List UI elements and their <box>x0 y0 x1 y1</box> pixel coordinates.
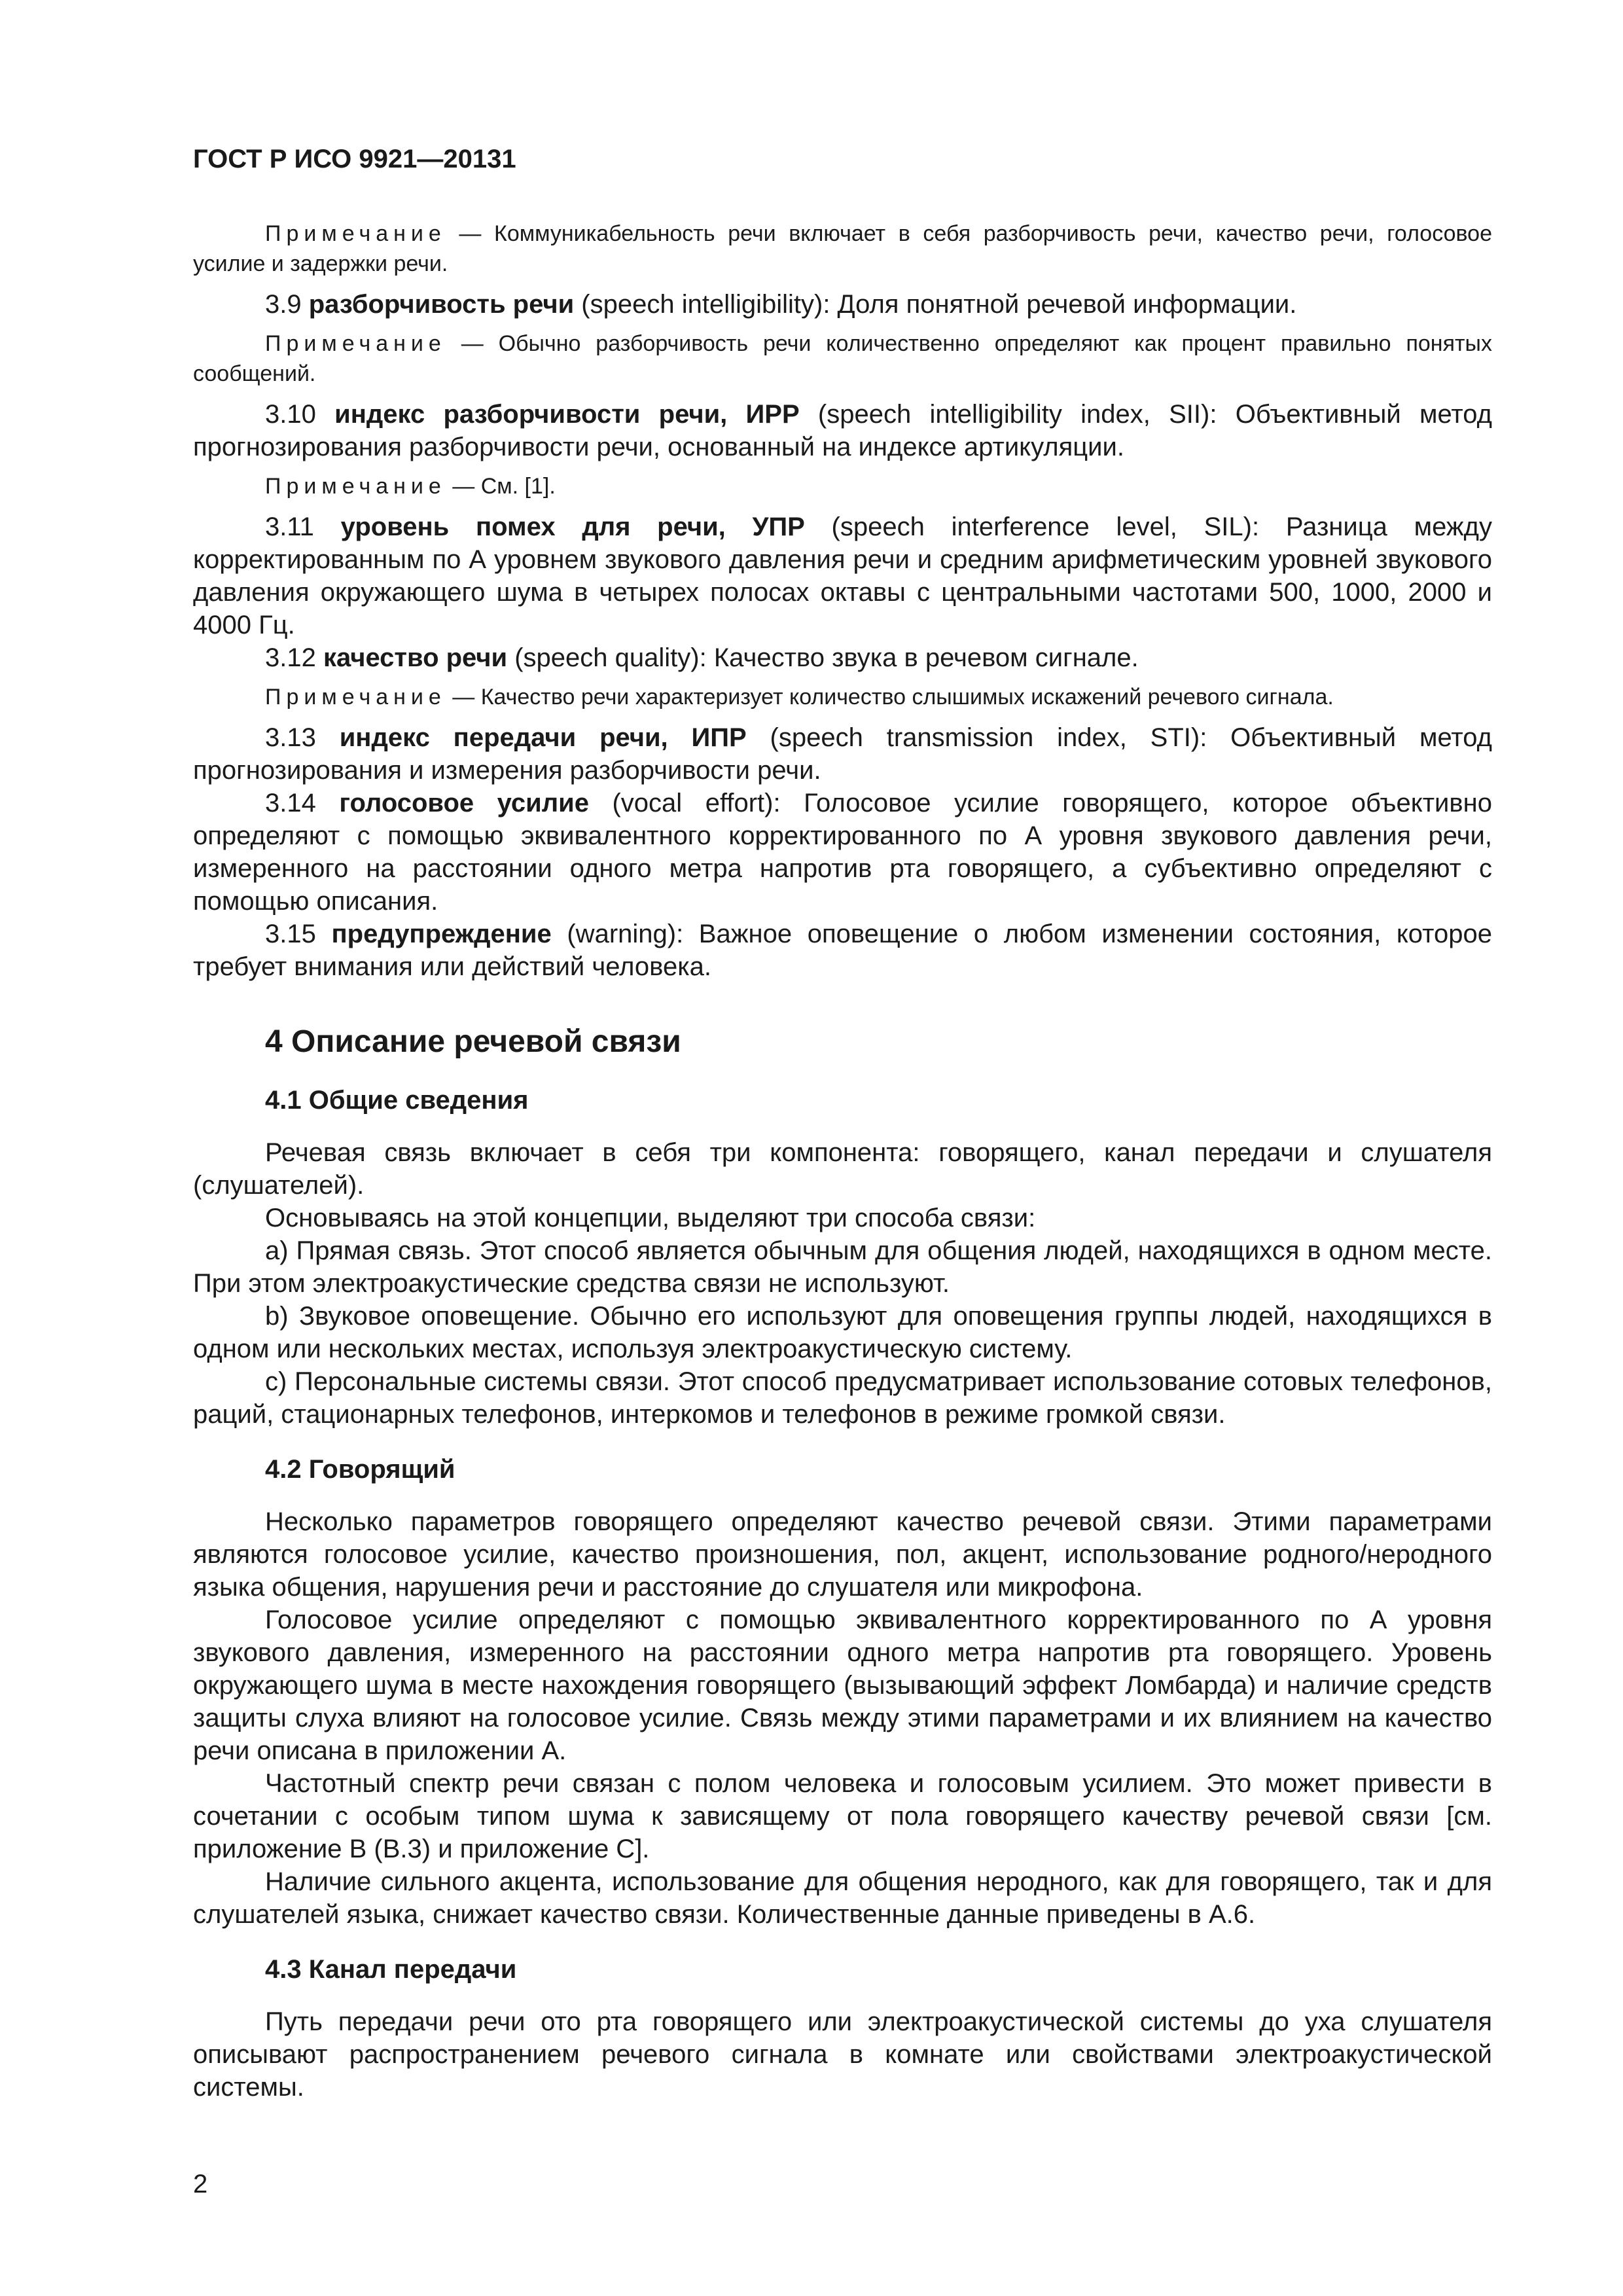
definition-3-9 <box>193 288 1492 321</box>
definition-number: 3.14 <box>265 789 340 817</box>
definition-term: голосовое усилие <box>339 789 589 817</box>
definition-term: качество речи <box>323 643 508 672</box>
definition-number: 3.15 <box>265 920 332 948</box>
note-speech-communicability <box>193 219 1492 279</box>
definition-term: разборчивость речи <box>308 290 575 319</box>
definition-text: (speech intelligibility index, SII): Объективный метод прогнозирования разборчивости речи, основанный на индексе артикуляции. <box>193 400 1492 461</box>
note-text: — См. [1]. <box>446 474 556 499</box>
document-code: ГОСТ Р ИСО 9921—20131 <box>193 145 516 173</box>
page-number: 2 <box>193 2170 208 2198</box>
paragraph: Речевая связь включает в себя три компонента: говорящего, канал передачи и слушателя (слушателей). <box>193 1138 1492 1200</box>
definition-term: индекс передачи речи, ИПР <box>339 723 747 752</box>
note-label: Примечание <box>265 685 446 709</box>
definition-3-14 <box>193 787 1492 918</box>
note-speech-quality <box>193 682 1492 712</box>
paragraph: Голосовое усилие определяют с помощью эквивалентного корректированного по А уровня звукового давления, измеренного на расстоянии одного метра напротив рта говорящего. Уровень окружающего шума в месте нахождения говорящего (вызывающий эффект Ломбарда) и наличие средств защиты слуха влияют на голосовое усилие. Связь между этими параметрами и их влиянием на качество речи описана в приложении А. <box>193 1605 1492 1765</box>
list-item-a: a) Прямая связь. Этот способ является обычным для общения людей, находящихся в одном месте. При этом электроакустические средства связи не используют. <box>193 1236 1492 1298</box>
definition-number: 3.10 <box>265 400 335 429</box>
definition-3-15 <box>193 918 1492 983</box>
list-item-c: c) Персональные системы связи. Этот способ предусматривает использование сотовых телефонов, раций, стационарных телефонов, интеркомов и телефонов в режиме громкой связи. <box>193 1367 1492 1429</box>
page-content <box>193 143 1492 2104</box>
definition-number: 3.12 <box>265 643 323 672</box>
subsection-4-1-heading: 4.1 Общие сведения <box>265 1086 529 1115</box>
definition-3-11 <box>193 511 1492 641</box>
definition-text: (speech quality): Качество звука в речевом сигнале. <box>507 643 1139 672</box>
definition-3-10 <box>193 398 1492 463</box>
note-label: Примечание <box>265 331 446 356</box>
paragraph: Несколько параметров говорящего определяют качество речевой связи. Этими параметрами являются голосовое усилие, качество произношения, пол, акцент, использование родного/неродного языка общения, нарушения речи и расстояние до слушателя или микрофона. <box>193 1507 1492 1602</box>
definition-number: 3.9 <box>265 290 309 319</box>
paragraph: Наличие сильного акцента, использование для общения неродного, как для говорящего, так и для слушателей языка, снижает качество связи. Количественные данные приведены в А.6. <box>193 1867 1492 1929</box>
definition-text: (vocal effort): Голосовое усилие говорящего, которое объективно определяют с помощью эквивалентного корректированного по А уровня звукового давления речи, измеренного на расстоянии одного метра напротив рта говорящего, а субъективно определяют с помощью описания. <box>193 789 1492 916</box>
note-text: — Качество речи характеризует количество слышимых искажений речевого сигнала. <box>446 685 1334 709</box>
definition-3-13 <box>193 721 1492 787</box>
definition-3-12 <box>193 641 1492 674</box>
subsection-4-2-heading: 4.2 Говорящий <box>265 1455 455 1484</box>
note-see-reference <box>193 471 1492 501</box>
note-label: Примечание <box>265 474 446 499</box>
subsection-4-3-heading: 4.3 Канал передачи <box>265 1955 517 1984</box>
definition-term: уровень помех для речи, УПР <box>340 512 805 541</box>
definition-text: (warning): Важное оповещение о любом изменении состояния, которое требует внимания или действий человека. <box>193 920 1492 981</box>
paragraph: Основываясь на этой концепции, выделяют три способа связи: <box>265 1204 1036 1232</box>
list-item-b: b) Звуковое оповещение. Обычно его используют для оповещения группы людей, находящихся в одном или нескольких местах, используя электроакустическую систему. <box>193 1302 1492 1363</box>
note-text: — Обычно разборчивость речи количественно определяют как процент правильно понятых сообщений. <box>193 331 1492 386</box>
definition-number: 3.11 <box>265 512 341 541</box>
note-text: — Коммуникабельность речи включает в себя разборчивость речи, качество речи, голосовое усилие и задержки речи. <box>193 221 1492 276</box>
note-label: Примечание <box>265 221 446 246</box>
paragraph: Частотный спектр речи связан с полом человека и голосовым усилием. Это может привести в сочетании с особым типом шума к зависящему от пола говорящего качеству речевой связи [см. приложение В (В.3) и приложение С]. <box>193 1769 1492 1863</box>
definition-term: индекс разборчивости речи, ИРР <box>334 400 800 429</box>
definition-number: 3.13 <box>265 723 340 752</box>
definition-text: (speech intelligibility): Доля понятной речевой информации. <box>574 290 1297 319</box>
definition-text: (speech interference level, SIL): Разница между корректированным по А уровнем звукового давления речи и средним арифметическим уровней звукового давления окружающего шума в четырех полосах октавы с центральными частотами 500, 1000, 2000 и 4000 Гц. <box>193 512 1493 639</box>
definition-term: предупреждение <box>331 920 552 948</box>
paragraph: Путь передачи речи ото рта говорящего или электроакустической системы до уха слушателя описывают распространением речевого сигнала в комнате или свойствами электроакустической системы. <box>193 2007 1492 2102</box>
note-intelligibility-percent <box>193 329 1492 389</box>
section-4-heading: 4 Описание речевой связи <box>265 1024 681 1059</box>
definition-text: (speech transmission index, STI): Объективный метод прогнозирования и измерения разборчивости речи. <box>193 723 1492 785</box>
